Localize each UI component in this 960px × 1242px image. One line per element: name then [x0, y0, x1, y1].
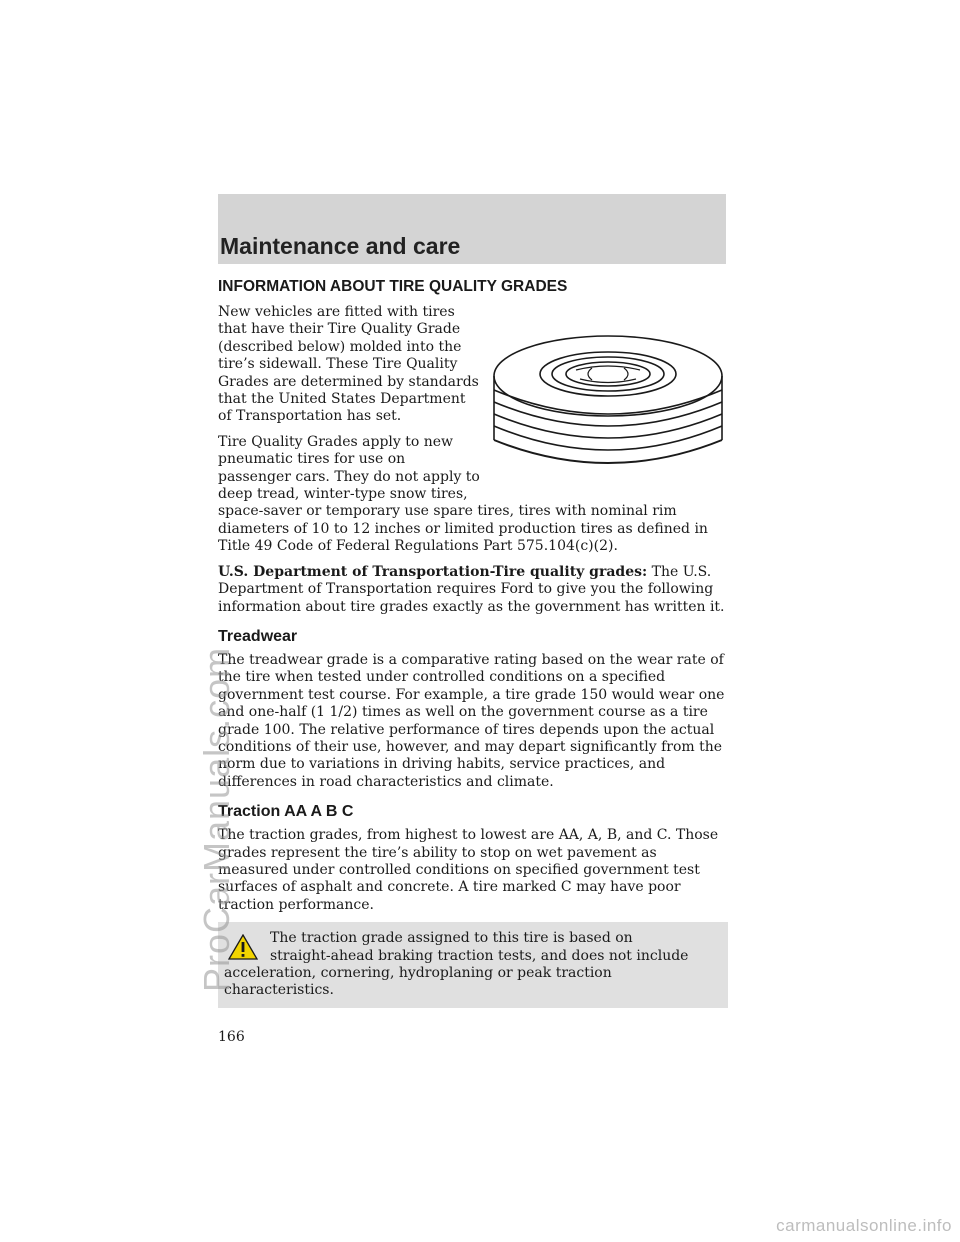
page-content	[218, 278, 728, 1008]
dot-paragraph	[218, 564, 728, 616]
dot-text: The U.S. Department of Transportation requires Ford to give you the following information about tire grades exactly as the government has written it.	[218, 563, 725, 615]
treadwear-paragraph: The treadwear grade is a comparative rating based on the wear rate of the tire when tested under controlled conditions on a specified government test course. For example, a tire grade 150 would wear one and one-half (1 1/2) times as well on the government course as a tire grade 100. The relative performance of tires depends upon the actual conditions of their use, however, and may depart significantly from the norm due to variations in driving habits, service practices, and differences in road characteristics and climate.	[218, 651, 725, 790]
intro-paragraph: New vehicles are fitted with tires that have their Tire Quality Grade (described below) molded into the tire’s sidewall. These Tire Quality Grades are determined by standards that the United States Department of Transportation has set.	[218, 304, 479, 425]
page-number: 166	[218, 1029, 245, 1045]
warning-line-2: straight-ahead braking traction tests, and does not include	[270, 947, 689, 964]
section-title: Maintenance and care	[220, 233, 461, 259]
tire-icon	[488, 304, 726, 494]
warning-line-1: The traction grade assigned to this tire is based on	[270, 930, 633, 947]
dot-lead: U.S. Department of Transportation-Tire quality grades:	[218, 563, 648, 580]
traction-paragraph: The traction grades, from highest to lowest are AA, A, B, and C. Those grades represent the tire’s ability to stop on wet pavement as measured under controlled conditions on specified government test surfaces of asphalt and concrete. A tire marked C may have poor traction performance.	[218, 827, 719, 913]
traction-heading: Traction AA A B C	[218, 803, 354, 821]
apply-paragraph: Tire Quality Grades apply to new pneumatic tires for use on passenger cars. They do not apply to deep tread, winter-type snow tires, space-saver or temporary use spare tires, tires with nominal rim diameters of 10 to 12 inches or limited production tires as defined in Title 49 Code of Federal Regulations Part 575.104(c)(2).	[218, 433, 708, 555]
treadwear-heading: Treadwear	[218, 627, 298, 645]
warning-line-3: acceleration, cornering, hydroplaning or peak traction characteristics.	[224, 965, 612, 999]
tire-illustration	[488, 304, 726, 494]
page-heading: INFORMATION ABOUT TIRE QUALITY GRADES	[218, 278, 568, 295]
warning-box	[218, 922, 728, 1008]
section-header-band	[218, 194, 726, 264]
side-watermark: ProCarManuals.com	[196, 646, 237, 992]
footer-site-watermark: carmanualsonline.info	[776, 1216, 952, 1235]
